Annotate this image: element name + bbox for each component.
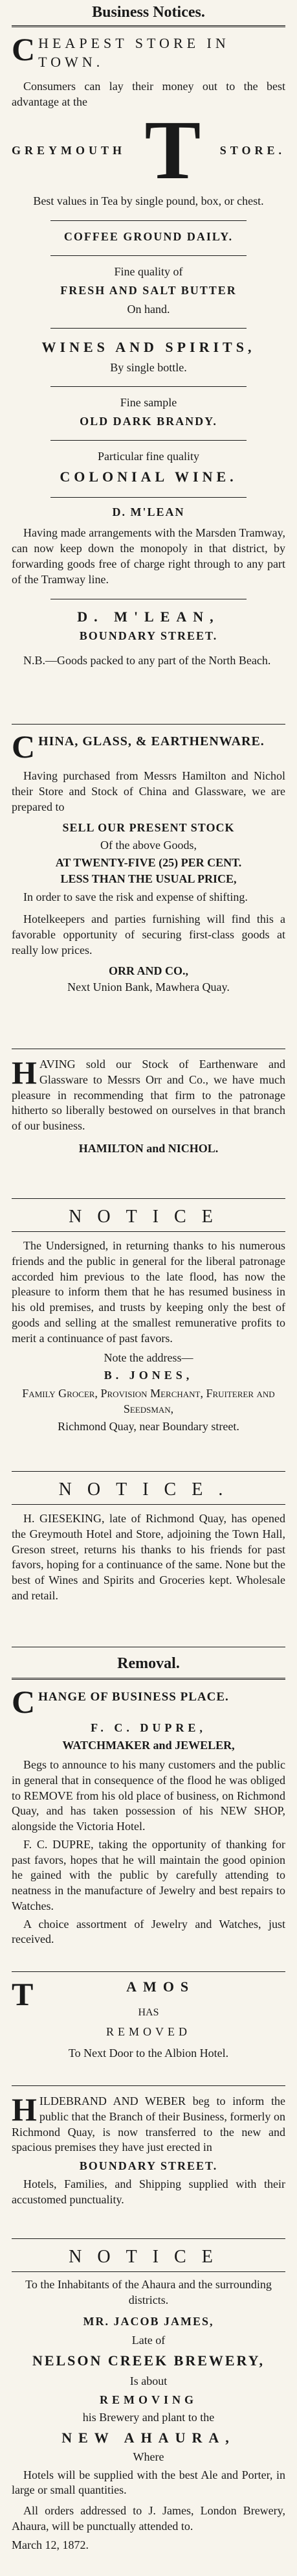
date-line: March 12, 1872. — [12, 2538, 89, 2551]
advert-gieseking: NOTICE. H. GIESEKING, late of Richmond Quay, has opened the Greymouth Hotel and Store, adjoining the Town Hall, Greson street, returns his thanks to his friends for past favors, hoping for a continuance of the same. None but the best of Wines and Spirits and Groceries kept. Wholesale and retail. — [12, 1479, 285, 1602]
advert-tamos: T AMOS HAS REMOVED To Next Door to the Albion Hotel. — [12, 1976, 229, 2060]
store-name-left: GREYMOUTH — [12, 143, 126, 157]
drop-cap: T — [12, 1976, 34, 2012]
drop-cap: C — [12, 31, 36, 67]
notice-heading: NOTICE — [69, 2247, 228, 2267]
advert-headline: C HINA, GLASS, & EARTHENWARE. — [12, 728, 265, 765]
advert-hamilton-nichol: H AVING sold our Stock of Earthenware and Glassware to Messrs Orr and Co., we have much pleasure in recommending that firm to the patronage hitherto so liberally bestowed on ourselves in that branch of our business. HAMILTON and NICHOL. — [12, 1054, 285, 1155]
tramway-text: Having made arrangements with the Marsden Tramway, can now keep down the monopoly in that district, by forwarding goods free of charge right through to any part of the Tramway line. — [12, 526, 285, 586]
advert-headline: C HANGE OF BUSINESS PLACE. — [12, 1684, 229, 1720]
nb-line: N.B.—Goods packed to any part of the North Beach. — [23, 654, 271, 667]
advert-headline: C HEAPEST STORE IN TOWN. — [12, 31, 230, 71]
tea-line: Best values in Tea by single pound, box, or chest. — [33, 194, 264, 207]
signature: F. C. DUPRE, — [91, 1721, 206, 1734]
signature: B. JONES, — [104, 1369, 193, 1382]
advert-jacob-james: NOTICE To the Inhabitants of the Ahaura and the surrounding districts. MR. JACOB JAMES, Late of NELSON CREEK BREWERY, Is about REMOVING his Brewery and plant to the NEW AHAURA, Where Hotels will be supplied with the best Ale and Porter, in large or small quantities. All orders addressed to J. James, London Brewery, Ahaura, will be punctually attended to. March 12, 1872. — [12, 2247, 285, 2551]
removal-heading: Removal. — [117, 1655, 180, 1672]
notice-heading: NOTICE. — [58, 1479, 239, 1500]
signature: D. M'LEAN — [112, 505, 185, 519]
big-t-letter: T — [144, 104, 201, 198]
store-name-row — [12, 104, 285, 198]
store-name-right: STORE. — [219, 143, 285, 157]
butter-line: FRESH AND SALT BUTTER — [60, 284, 237, 297]
signature: ORR AND CO., — [108, 964, 188, 978]
advert-b-jones: NOTICE The Undersigned, in returning thanks to his numerous friends and the public in general for the liberal patronage accorded him previous to the late flood, has now the pleasure to inform them that he has resumed business in his old premises, and trusts by keeping only the best of goods and selling at the smallest remunerative profits to merit a continuance of past favors. Note the address— B. JONES, Family Grocer, Provision Merchant, Fruiterer and Seedsman, Richmond Quay, near Boundary street. — [12, 1207, 285, 1433]
drop-cap: H — [12, 1054, 37, 1091]
street-line: BOUNDARY STREET. — [79, 629, 218, 643]
advert-hildebrand-weber: H ILDEBRAND AND WEBER beg to inform the public that the Branch of their Business, formerly on Richmond Quay, is now transferred to the new and spacious premises they have just erected in BOUNDARY STREET. Hotels, Families, and Shipping supplied with their accustomed punctuality. — [12, 2091, 285, 2206]
section-heading: Business Notices. — [92, 4, 205, 21]
advert-greymouth-store: C HEAPEST STORE IN TOWN. Consumers can lay their money out to the best advantage at the GREYMOUTH T STORE. Best values in Tea by single pound, box, or chest. COFFEE GROUND DAILY. Fine quality of FRESH AND SALT BUTTER On hand. WINES AND SPIRITS, By single bottle. Fine sample OLD DARK BRANDY. Particular fine quality COLONIAL WINE. D. M'LEAN Having made arrangements with the Marsden Tramway, can now keep down the monopoly in that district, by forwarding goods free of charge right through to any part of the Tramway line. D. M'LEAN, BOUNDARY STREET. N.B.—Goods packed to any part of the North Beach. — [12, 27, 285, 724]
signature: HAMILTON and NICHOL. — [78, 1141, 219, 1155]
signature: MR. JACOB JAMES, — [83, 2314, 214, 2328]
wines-line: WINES AND SPIRITS, — [41, 339, 256, 356]
advert-dupre: Removal. C HANGE OF BUSINESS PLACE. F. C. DUPRE, WATCHMAKER and JEWELER, Begs to announce to his many customers and the public in general that in consequence of the flood he was obliged to REMOVE from his old place of business, on Richmond Quay, and has taken possession of his NEW SHOP, alongside the Victoria Hotel. F. C. DUPRE, taking the opportunity of thanking for past favors, hopes that he will maintain the good opinion he gained with the public by carefully attending to neatness in the manufacture of Jewelry and best repairs to Watches. A choice assortment of Jewelry and Watches, just received. — [12, 1655, 285, 1946]
signature: D. M'LEAN, — [77, 609, 220, 625]
drop-cap: C — [12, 1684, 36, 1720]
advert-orr-and-co: C HINA, GLASS, & EARTHENWARE. Having purchased from Messrs Hamilton and Nichol their Store and Stock of China and Glassware, we are prepared to SELL OUR PRESENT STOCK Of the above Goods, AT TWENTY-FIVE (25) PER CENT. LESS THAN THE USUAL PRICE, In order to save the risk and expense of shifting. Hotelkeepers and parties furnishing will find this a favorable opportunity of securing first-class goods at really low prices. ORR AND CO., Next Union Bank, Mawhera Quay. — [12, 728, 285, 994]
colonial-line: COLONIAL WINE. — [60, 469, 237, 485]
coffee-line: COFFEE GROUND DAILY. — [63, 230, 234, 244]
advert-intro: Consumers can lay their money out to the best advantage at the — [12, 80, 285, 108]
brandy-line: OLD DARK BRANDY. — [80, 415, 217, 428]
drop-cap: C — [12, 728, 36, 765]
notice-heading: NOTICE — [69, 1207, 228, 1227]
drop-cap: H — [12, 2091, 37, 2128]
